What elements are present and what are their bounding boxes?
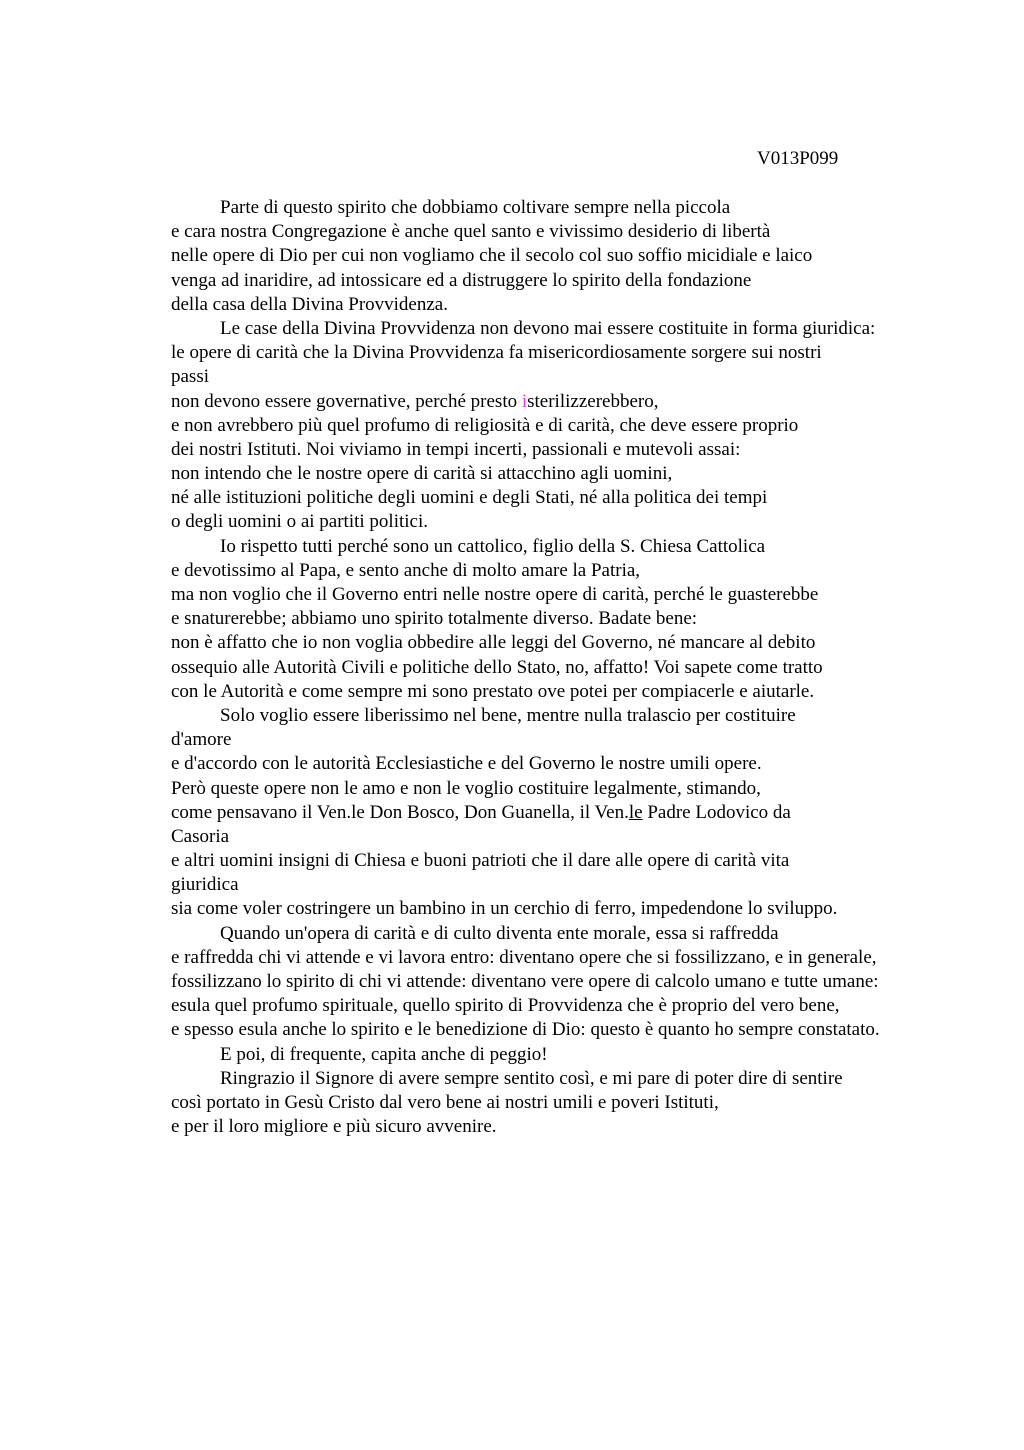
text-line <box>171 801 961 825</box>
line-text: e non avrebbero più quel profumo di religiosità e di carità, che deve essere proprio <box>171 414 799 436</box>
text-line <box>171 728 961 752</box>
text-line <box>171 1018 961 1042</box>
line-text: Le case della Divina Provvidenza non devono mai essere costituite in forma giuridica: <box>220 317 876 339</box>
text-line <box>171 970 961 994</box>
text-segment: non devono essere governative, perché presto <box>171 390 522 412</box>
text-line <box>171 994 961 1018</box>
line-text: sia come voler costringere un bambino in un cerchio di ferro, impedendone lo sviluppo. <box>171 898 838 920</box>
text-line <box>171 922 961 946</box>
line-text: o degli uomini o ai partiti politici. <box>171 511 428 533</box>
line-text: venga ad inaridire, ad intossicare ed a distruggere lo spirito della fondazione <box>171 269 752 291</box>
line-text: Quando un'opera di carità e di culto diventa ente morale, essa si raffredda <box>220 922 779 944</box>
line-text: nelle opere di Dio per cui non vogliamo che il secolo col suo soffio micidiale e laico <box>171 245 813 267</box>
text-line <box>171 873 961 897</box>
line-text: e altri uomini insigni di Chiesa e buoni patrioti che il dare alle opere di carità vita <box>171 850 790 872</box>
text-line <box>171 559 961 583</box>
underlined-text: le <box>628 801 643 823</box>
text-line <box>171 1043 961 1067</box>
line-text: le opere di carità che la Divina Provvidenza fa misericordiosamente sorgere sui nostri <box>171 342 822 364</box>
text-line <box>171 946 961 970</box>
text-line <box>171 365 961 389</box>
line-text: e d'accordo con le autorità Ecclesiastiche e del Governo le nostre umili opere. <box>171 753 762 775</box>
line-text: né alle istituzioni politiche degli uomini e degli Stati, né alla politica dei tempi <box>171 487 768 509</box>
line-text: ossequio alle Autorità Civili e politiche dello Stato, no, affatto! Voi sapete come tratto <box>171 656 823 678</box>
text-line <box>171 244 961 268</box>
text-line <box>171 341 961 365</box>
line-text: d'amore <box>171 729 232 751</box>
text-line <box>171 777 961 801</box>
line-text: ma non voglio che il Governo entri nelle nostre opere di carità, perché le guasterebbe <box>171 584 819 605</box>
text-line <box>171 510 961 534</box>
text-segment: come pensavano il Ven.le Don Bosco, Don Guanella, il Ven. <box>171 801 629 823</box>
text-line <box>171 414 961 438</box>
text-line <box>171 607 961 631</box>
line-text: con le Autorità e come sempre mi sono prestato ove potei per compiacerle e aiutarle. <box>171 680 815 702</box>
line-text: dei nostri Istituti. Noi viviamo in tempi incerti, passionali e mutevoli assai: <box>171 438 741 460</box>
line-text: non è affatto che io non voglia obbedire alle leggi del Governo, né mancare al debito <box>171 632 816 654</box>
text-segment: sterilizzerebbero, <box>527 390 659 412</box>
document-body <box>171 196 961 1139</box>
line-text: passi <box>171 366 209 388</box>
text-line <box>171 486 961 510</box>
line-text: giuridica <box>171 874 239 896</box>
text-segment: Padre Lodovico da <box>642 801 791 823</box>
text-line <box>171 825 961 849</box>
line-text: così portato in Gesù Cristo dal vero bene ai nostri umili e poveri Istituti, <box>171 1091 719 1113</box>
text-line <box>171 196 961 220</box>
line-text: e devotissimo al Papa, e sento anche di molto amare la Patria, <box>171 559 641 581</box>
line-text: della casa della Divina Provvidenza. <box>171 293 448 315</box>
line-text: fossilizzano lo spirito di chi vi attende: diventano vere opere di calcolo umano e tutte umane: <box>171 971 879 992</box>
text-line <box>171 535 961 559</box>
text-line <box>171 680 961 704</box>
line-text: Casoria <box>171 825 230 847</box>
text-line <box>171 220 961 244</box>
text-line <box>171 269 961 293</box>
text-line <box>171 1115 961 1139</box>
text-line <box>171 849 961 873</box>
line-text: e spesso esula anche lo spirito e le benedizione di Dio: questo è quanto ho sempre constatato. <box>171 1019 880 1041</box>
line-text: Ringrazio il Signore di avere sempre sentito così, e mi pare di poter dire di sentire <box>220 1067 843 1089</box>
line-text: esula quel profumo spirituale, quello spirito di Provvidenza che è proprio del vero bene, <box>171 995 840 1017</box>
text-line <box>171 462 961 486</box>
text-line <box>171 631 961 655</box>
text-line <box>171 583 961 607</box>
line-text: e per il loro migliore e più sicuro avvenire. <box>171 1116 497 1138</box>
text-line <box>171 656 961 680</box>
text-line <box>171 293 961 317</box>
text-line <box>171 704 961 728</box>
text-line <box>171 752 961 776</box>
line-text: Io rispetto tutti perché sono un cattolico, figlio della S. Chiesa Cattolica <box>220 535 766 557</box>
page-id: V013P099 <box>757 148 839 169</box>
line-text: e cara nostra Congregazione è anche quel santo e vivissimo desiderio di libertà <box>171 221 771 243</box>
line-text: Parte di questo spirito che dobbiamo coltivare sempre nella piccola <box>220 197 731 218</box>
highlighted-letter: i <box>521 390 528 412</box>
line-text: non intendo che le nostre opere di carità si attacchino agli uomini, <box>171 463 673 485</box>
text-line <box>171 317 961 341</box>
line-text: Solo voglio essere liberissimo nel bene, mentre nulla tralascio per costituire <box>220 704 796 726</box>
line-text: e raffredda chi vi attende e vi lavora entro: diventano opere che si fossilizzano, e in generale, <box>171 946 877 968</box>
text-line <box>171 438 961 462</box>
line-text: E poi, di frequente, capita anche di peggio! <box>220 1043 548 1065</box>
text-line <box>171 1067 961 1091</box>
text-line <box>171 390 961 414</box>
line-text: e snaturerebbe; abbiamo uno spirito totalmente diverso. Badate bene: <box>171 608 698 630</box>
line-text: Però queste opere non le amo e non le voglio costituire legalmente, stimando, <box>171 777 761 799</box>
text-line <box>171 1091 961 1115</box>
text-line <box>171 897 961 921</box>
